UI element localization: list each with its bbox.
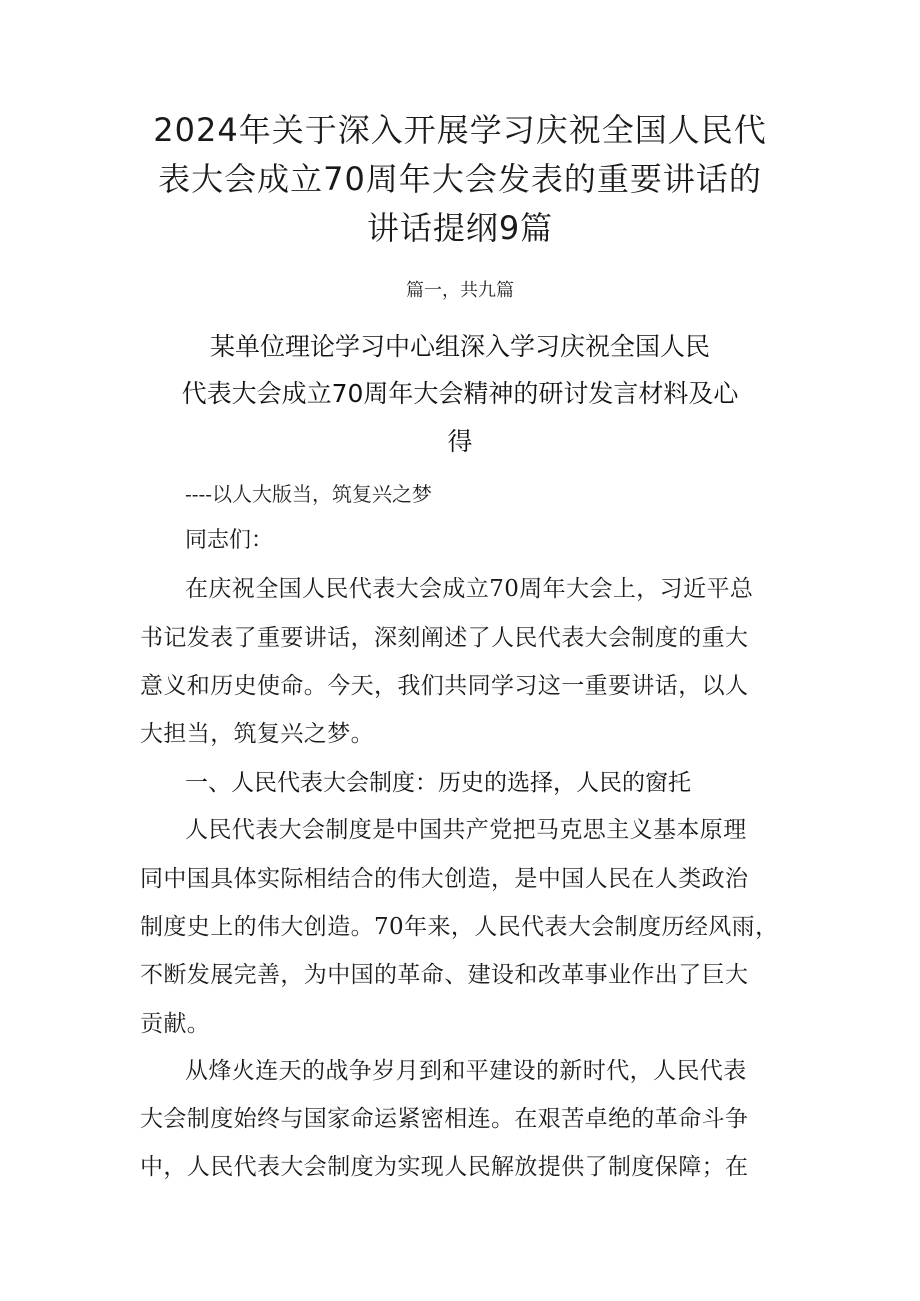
document-title-line-2: 表大会成立70周年大会发表的重要讲话的 — [158, 160, 762, 198]
paragraph-3-line-3: 中，人民代表大会制度为实现人民解放提供了制度保障；在 — [140, 1154, 749, 1180]
paragraph-3-line-2: 大会制度始终与国家命运紧密相连。在艰苦卓绝的革命斗争 — [140, 1106, 749, 1132]
article-title-line-2: 代表大会成立70周年大会精神的研讨发言材料及心 — [181, 379, 739, 408]
paragraph-1-line-4: 大担当，筑复兴之梦。 — [140, 721, 374, 747]
section-1-heading: 一、人民代表大会制度：历史的选择，人民的窗托 — [185, 770, 691, 796]
paragraph-1-line-3: 意义和历史使命。今天，我们共同学习这一重要讲话，以人 — [140, 673, 749, 699]
salutation: 同志们： — [185, 528, 274, 553]
article-title-line-1: 某单位理论学习中心组深入学习庆祝全国人民 — [209, 332, 710, 361]
paragraph-1-line-1: 在庆祝全国人民代表大会成立70周年大会上，习近平总 — [185, 576, 754, 602]
paragraph-2-line-4: 不断发展完善，为中国的革命、建设和改革事业作出了巨大 — [140, 962, 749, 988]
paragraph-2-line-2: 同中国具体实际相结合的伟大创造，是中国人民在人类政治 — [140, 866, 749, 892]
document-title-line-3: 讲话提纲9篇 — [366, 209, 554, 247]
part-label: 篇一，共九篇 — [406, 280, 514, 301]
paragraph-2-line-3: 制度史上的伟大创造。70年来，人民代表大会制度历经风雨， — [140, 914, 779, 940]
paragraph-1-line-2: 书记发表了重要讲话，深刻阐述了人民代表大会制度的重大 — [140, 625, 749, 651]
article-title-line-3: 得 — [447, 427, 473, 456]
paragraph-2-line-5: 贡献。 — [140, 1011, 211, 1037]
paragraph-3-line-1: 从烽火连天的战争岁月到和平建设的新时代，人民代表 — [185, 1058, 747, 1084]
document-title-line-1: 2024年关于深入开展学习庆祝全国人民代 — [153, 111, 767, 149]
paragraph-2-line-1: 人民代表大会制度是中国共产党把马克思主义基本原理 — [185, 817, 747, 843]
article-tagline: ----以人大版当，筑复兴之梦 — [185, 482, 433, 506]
